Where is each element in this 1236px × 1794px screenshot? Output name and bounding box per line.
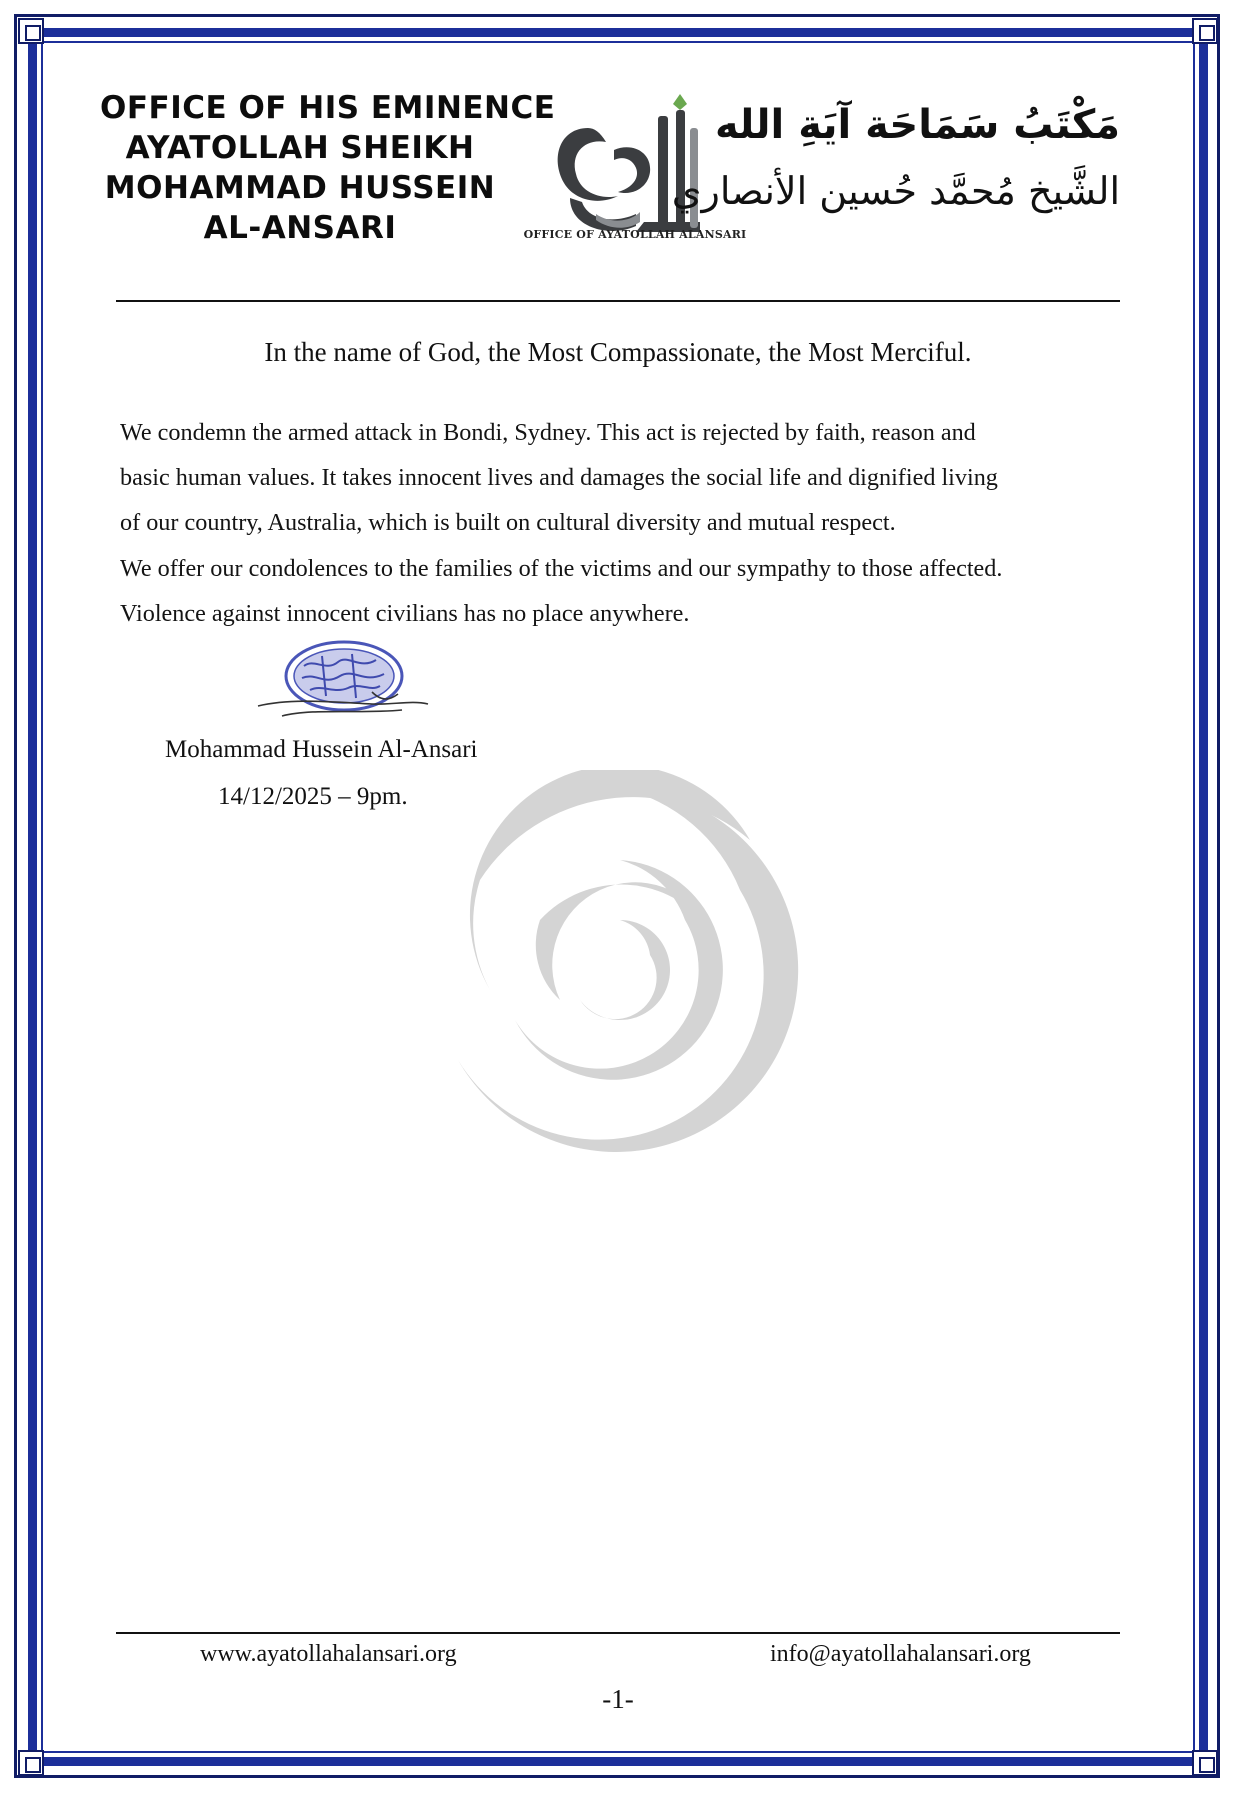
corner-ornament-icon — [18, 18, 44, 44]
office-title-line: OFFICE OF HIS EMINENCE — [100, 90, 556, 126]
logo-caption: OFFICE OF AYATOLLAH ALANSARI — [523, 228, 747, 241]
statement-line: We condemn the armed attack in Bondi, Sydney. This act is rejected by faith, reason and — [120, 419, 976, 446]
arabic-name-line: الشَّيخ مُحمَّد حُسين الأنصاري — [671, 169, 1120, 213]
office-title-english — [100, 88, 556, 248]
statement-line: Violence against innocent civilians has no place anywhere. — [120, 600, 690, 627]
arabic-title-line: مَكْتَبُ سَمَاحَة آيَةِ الله — [714, 102, 1120, 148]
statement-line: of our country, Australia, which is built on cultural diversity and mutual respect. — [120, 509, 896, 536]
corner-ornament-icon — [18, 1750, 44, 1776]
official-seal-icon — [252, 636, 432, 736]
corner-ornament-icon — [1192, 18, 1218, 44]
office-title-line: AL-ANSARI — [203, 210, 397, 246]
office-title-line: MOHAMMAD HUSSEIN — [104, 170, 496, 206]
footer-divider — [116, 1632, 1120, 1634]
header-divider — [116, 300, 1120, 302]
statement-line: We offer our condolences to the families of the victims and our sympathy to those affected. — [120, 555, 1003, 582]
swirl-watermark-icon — [420, 770, 820, 1170]
email-link[interactable]: info@ayatollahalansari.org — [770, 1641, 1031, 1667]
signatory-name: Mohammad Hussein Al-Ansari — [165, 736, 478, 763]
office-title-arabic — [671, 96, 1120, 228]
corner-ornament-icon — [1192, 1750, 1218, 1776]
office-title-line: AYATOLLAH SHEIKH — [125, 130, 475, 166]
statement-line: basic human values. It takes innocent lives and damages the social life and dignified living — [120, 464, 998, 491]
website-link[interactable]: www.ayatollahalansari.org — [200, 1641, 457, 1667]
basmala-line: In the name of God, the Most Compassionate, the Most Merciful. — [264, 337, 972, 367]
page-number: -1- — [602, 1684, 634, 1714]
statement-date: 14/12/2025 – 9pm. — [218, 783, 408, 810]
